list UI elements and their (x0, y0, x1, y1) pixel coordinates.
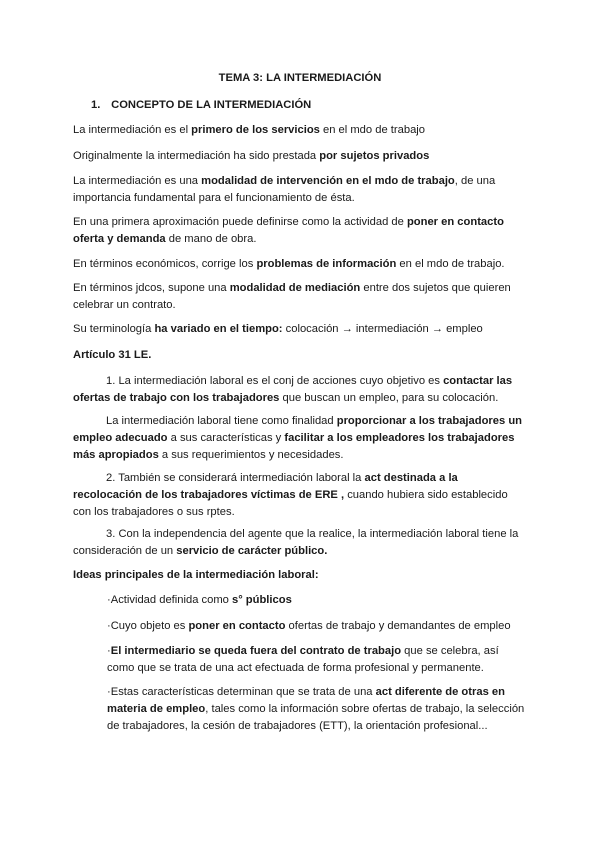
text-run: en el mdo de trabajo. (396, 258, 505, 270)
paragraph-3 (73, 173, 528, 207)
text-run: 1. La intermediación laboral es el conj de acciones cuyo objetivo es (106, 375, 444, 387)
bold-run: Ideas principales de la intermediación laboral: (73, 569, 319, 581)
paragraph-6 (73, 280, 528, 314)
text-run: 2. También se considerará intermediación laboral la (106, 472, 365, 484)
idea-item-3 (107, 643, 527, 677)
article-paragraph-2 (73, 413, 528, 464)
bold-run: poner en contacto (188, 620, 286, 632)
bold-run: Artículo 31 LE. (73, 349, 152, 361)
text-run: a sus requerimientos y necesidades. (158, 449, 344, 461)
document-title: TEMA 3: LA INTERMEDIACIÓN (218, 72, 382, 84)
idea-item-2 (107, 618, 527, 635)
bold-run: act diferente de otras en materia de empleo (107, 686, 505, 715)
text-run: , de una importancia fundamental para el funcionamiento de ésta. (73, 175, 496, 204)
text-run: que buscan un empleo, para su colocación. (279, 392, 499, 404)
text-run: a sus características y (167, 432, 285, 444)
bold-run: contactar las ofertas de trabajo con los trabajadores (73, 375, 513, 404)
bold-run: act destinada a la recolocación de los trabajadores víctimas de ERE , (73, 472, 458, 501)
section-heading-text: CONCEPTO DE LA INTERMEDIACIÓN (111, 99, 312, 111)
bold-run: facilitar a los empleadores los trabajadores más apropiados (73, 432, 515, 461)
article-heading (73, 347, 528, 364)
text-run: que se celebra, así como que se trata de una act efectuada de forma profesional y permanente. (107, 645, 499, 674)
text-run: , tales como la información sobre ofertas de trabajo, la selección de trabajadores, la cesión de trabajadores (ETT), la orientación profesional... (107, 703, 525, 732)
ideas-heading (73, 567, 528, 584)
bold-run: El intermediario se queda fuera del contrato de trabajo (110, 645, 402, 657)
text-run: En términos jdcos, supone una (73, 282, 230, 294)
bold-run: poner en contacto oferta y demanda (73, 216, 504, 245)
article-paragraph-1 (73, 373, 528, 407)
text-run: de mano de obra. (165, 233, 257, 245)
text-run: colocación → intermediación → empleo (282, 323, 483, 335)
article-paragraph-3 (73, 470, 528, 521)
idea-item-4 (107, 684, 527, 735)
section-heading (91, 97, 311, 114)
text-run: cuando hubiera sido establecido con los trabajadores o sus rptes. (73, 489, 508, 518)
section-number: 1. (91, 99, 101, 111)
paragraph-7 (73, 321, 528, 338)
text-run: En términos económicos, corrige los (73, 258, 257, 270)
text-run: ·Actividad definida como (107, 594, 232, 606)
text-run: en el mdo de trabajo (319, 124, 425, 136)
bold-run: por sujetos privados (319, 150, 430, 162)
bold-run: proporcionar a los trabajadores un empleo adecuado (73, 415, 522, 444)
text-run: La intermediación laboral tiene como finalidad (106, 415, 337, 427)
bold-run: s° públicos (232, 594, 292, 606)
text-run: ofertas de trabajo y demandantes de empleo (285, 620, 511, 632)
bold-run: servicio de carácter público. (176, 545, 328, 557)
bold-run: problemas de información (256, 258, 397, 270)
text-run: La intermediación es el (73, 124, 192, 136)
paragraph-4 (73, 214, 528, 248)
text-run: En una primera aproximación puede definirse como la actividad de (73, 216, 407, 228)
bold-run: ha variado en el tiempo: (154, 323, 283, 335)
idea-item-1 (107, 592, 527, 609)
text-run: 3. Con la independencia del agente que la realice, la intermediación laboral tiene la consideración de un (73, 528, 519, 557)
bold-run: modalidad de mediación (229, 282, 361, 294)
bold-run: primero de los servicios (191, 124, 320, 136)
text-run: ·Cuyo objeto es (107, 620, 189, 632)
text-run: ·Estas características determinan que se trata de una (107, 686, 376, 698)
text-run: La intermediación es una (73, 175, 202, 187)
article-paragraph-4 (73, 526, 528, 560)
bold-run: modalidad de intervención en el mdo de trabajo (201, 175, 455, 187)
text-run: Originalmente la intermediación ha sido prestada (73, 150, 320, 162)
text-run: entre dos sujetos que quieren celebrar un contrato. (73, 282, 511, 311)
paragraph-1 (73, 122, 528, 139)
text-run: Su terminología (73, 323, 155, 335)
text-run: · (107, 645, 111, 657)
paragraph-5 (73, 256, 528, 273)
paragraph-2 (73, 148, 528, 165)
